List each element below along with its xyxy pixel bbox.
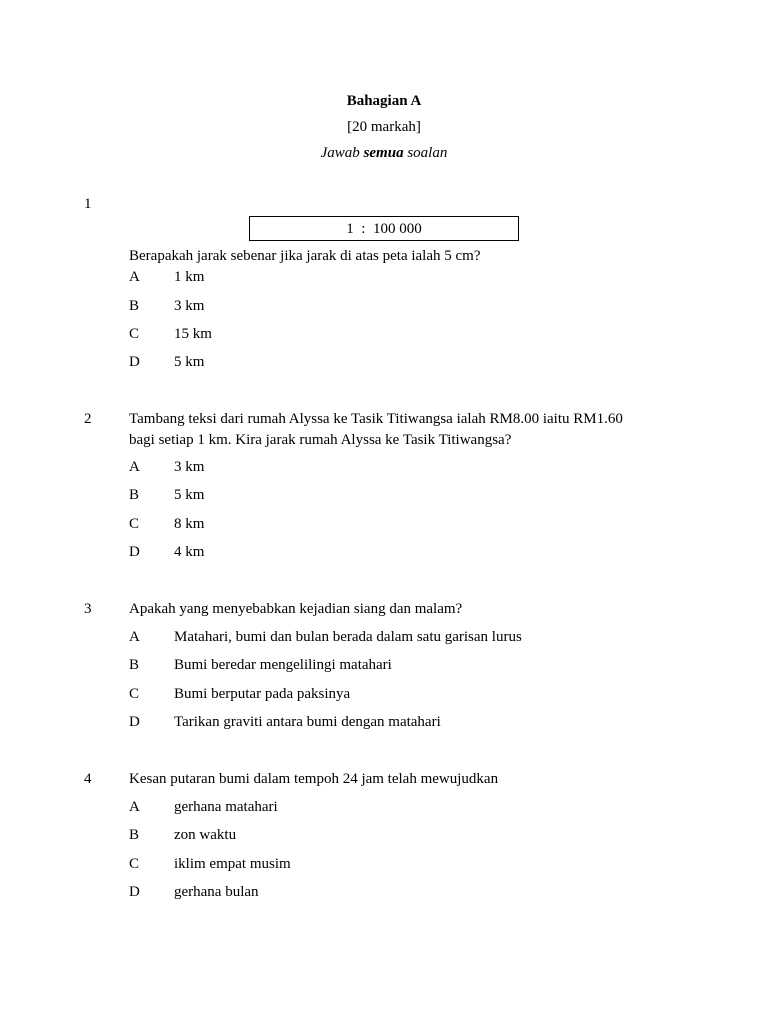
- q3-option-b-letter: B: [129, 657, 140, 673]
- question-2-number: 2: [84, 411, 92, 427]
- question-3-text: Apakah yang menyebabkan kejadian siang dan malam?: [129, 601, 463, 617]
- question-3-number: 3: [84, 601, 92, 617]
- q3-option-c-letter: C: [129, 686, 140, 702]
- q4-option-a-letter: A: [129, 799, 140, 815]
- q1-option-d-letter: D: [129, 354, 140, 370]
- q3-option-b-text: Bumi beredar mengelilingi matahari: [174, 657, 392, 673]
- q1-option-b-text: 3 km: [174, 298, 205, 314]
- q2-option-c-text: 8 km: [174, 516, 205, 532]
- section-marks: [20 markah]: [347, 119, 421, 135]
- q4-option-d-text: gerhana bulan: [174, 884, 259, 900]
- q2-option-a-text: 3 km: [174, 459, 205, 475]
- q2-option-a-letter: A: [129, 459, 140, 475]
- q1-option-b-letter: B: [129, 298, 140, 314]
- q1-option-d-text: 5 km: [174, 354, 205, 370]
- instruction-post: soalan: [403, 145, 448, 161]
- q2-option-c-letter: C: [129, 516, 140, 532]
- question-2-text-line2: bagi setiap 1 km. Kira jarak rumah Alyssa ke Tasik Titiwangsa?: [129, 432, 512, 448]
- q4-option-a-text: gerhana matahari: [174, 799, 278, 815]
- q4-option-c-text: iklim empat musim: [174, 856, 291, 872]
- q2-option-d-text: 4 km: [174, 544, 205, 560]
- map-scale-box: 1 : 100 000: [249, 216, 519, 241]
- question-1-text: Berapakah jarak sebenar jika jarak di atas peta ialah 5 cm?: [129, 248, 481, 264]
- q1-option-a-letter: A: [129, 269, 140, 285]
- question-1-number: 1: [84, 196, 92, 212]
- q1-option-c-letter: C: [129, 326, 140, 342]
- q3-option-a-text: Matahari, bumi dan bulan berada dalam satu garisan lurus: [174, 629, 522, 645]
- question-2-text-line1: Tambang teksi dari rumah Alyssa ke Tasik Titiwangsa ialah RM8.00 iaitu RM1.60: [129, 411, 623, 427]
- q3-option-c-text: Bumi berputar pada paksinya: [174, 686, 351, 702]
- q3-option-d-letter: D: [129, 714, 140, 730]
- q4-option-d-letter: D: [129, 884, 140, 900]
- q1-option-a-text: 1 km: [174, 269, 205, 285]
- q4-option-b-letter: B: [129, 827, 140, 843]
- q3-option-a-letter: A: [129, 629, 140, 645]
- section-instruction: [0, 143, 768, 164]
- q2-option-d-letter: D: [129, 544, 140, 560]
- q1-option-c-text: 15 km: [174, 326, 212, 342]
- instruction-pre: Jawab: [320, 145, 364, 161]
- q4-option-b-text: zon waktu: [174, 827, 237, 843]
- question-4-number: 4: [84, 771, 92, 787]
- instruction-emphasis: semua: [363, 145, 404, 161]
- section-title: Bahagian A: [346, 93, 422, 109]
- q2-option-b-letter: B: [129, 487, 140, 503]
- question-4-text: Kesan putaran bumi dalam tempoh 24 jam telah mewujudkan: [129, 771, 499, 787]
- q4-option-c-letter: C: [129, 856, 140, 872]
- q3-option-d-text: Tarikan graviti antara bumi dengan matahari: [174, 714, 441, 730]
- q2-option-b-text: 5 km: [174, 487, 205, 503]
